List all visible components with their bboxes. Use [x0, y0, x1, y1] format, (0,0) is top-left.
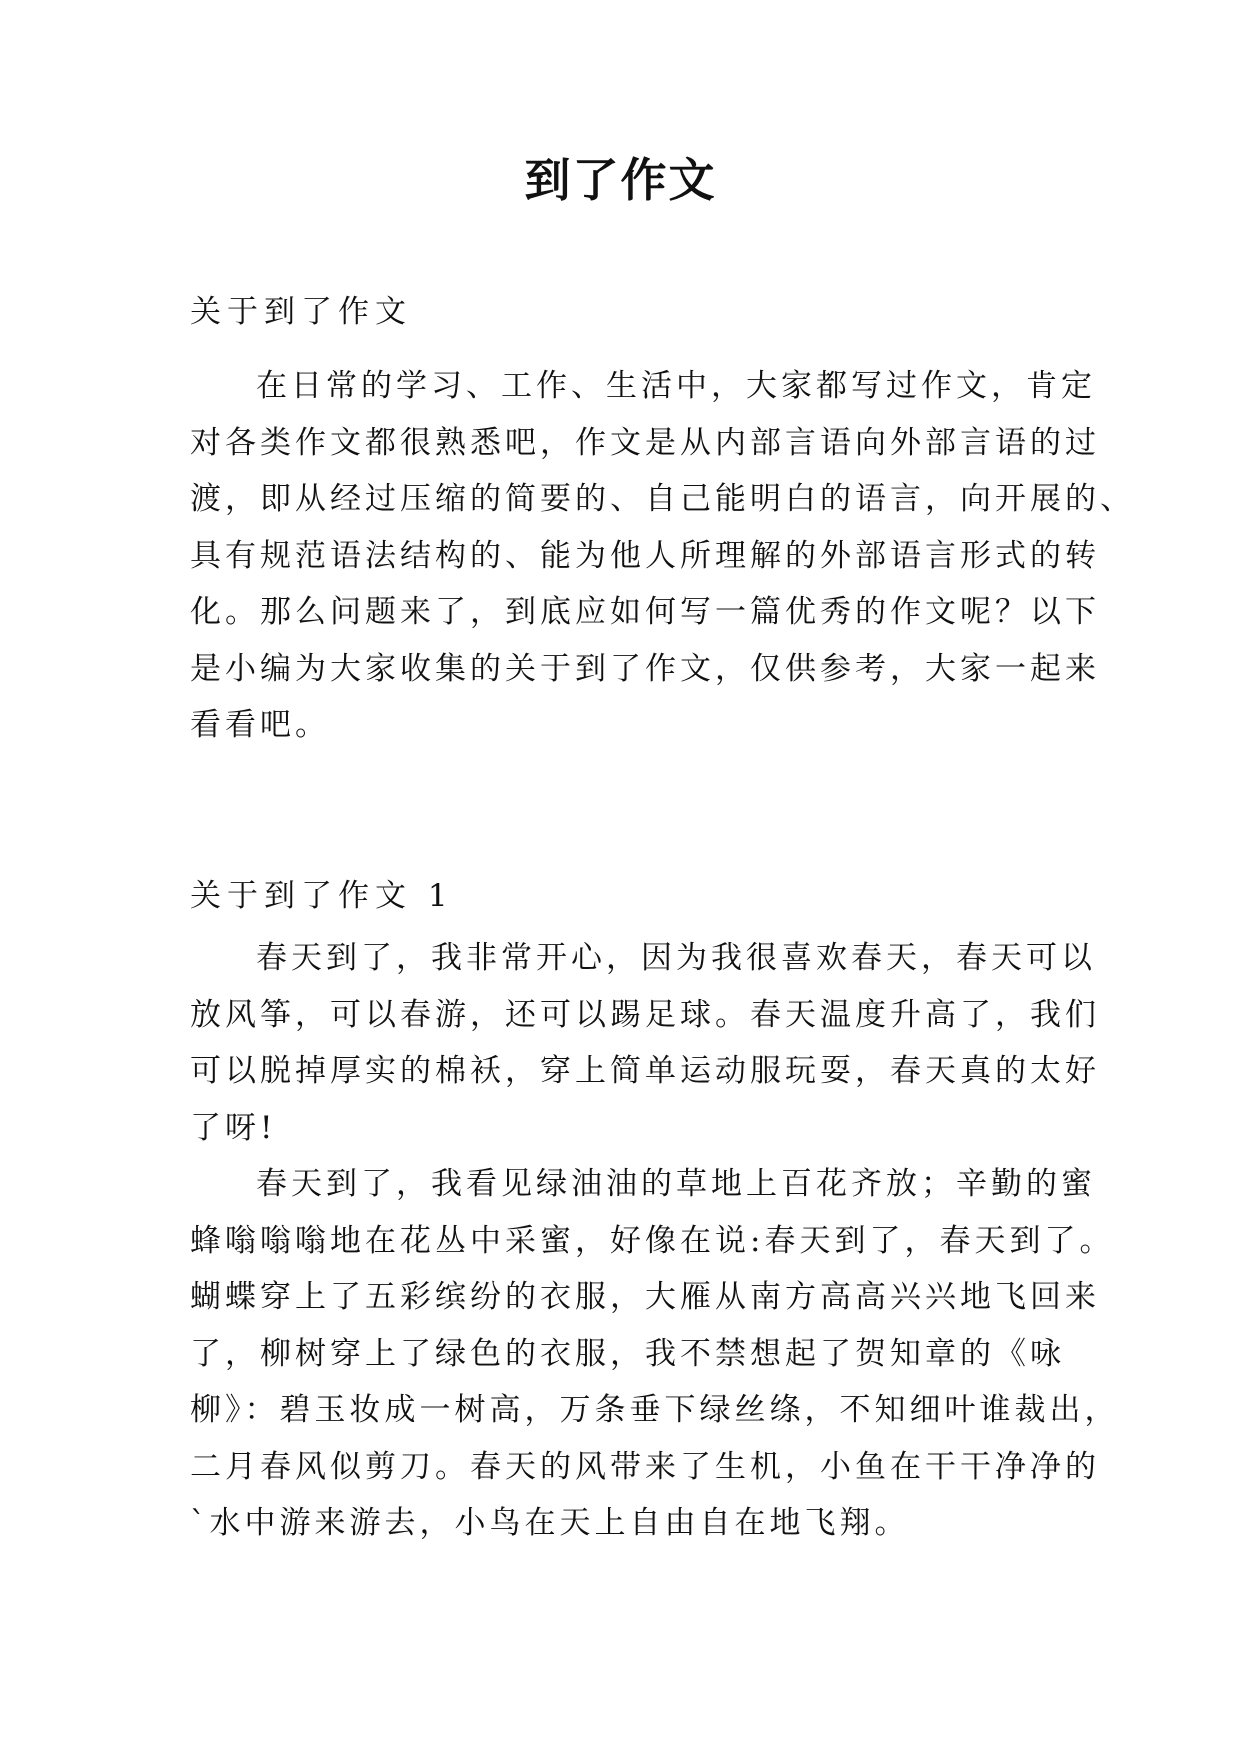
para1-line: 放风筝，可以春游，还可以踢足球。春天温度升高了，我们 — [190, 996, 1100, 1033]
para2-line: 柳》：碧玉妆成一树高，万条垂下绿丝绦，不知细叶谁裁出， — [190, 1392, 1120, 1428]
body-paragraph-2 — [190, 1156, 1120, 1552]
para1-line: 春天到了，我非常开心，因为我很喜欢春天，春天可以 — [256, 940, 1096, 976]
para1-line: 可以脱掉厚实的棉袄，穿上简单运动服玩耍，春天真的太好 — [190, 1053, 1100, 1089]
intro-line: 化。那么问题来了，到底应如何写一篇优秀的作文呢？以下 — [190, 594, 1100, 630]
intro-line: 对各类作文都很熟悉吧，作文是从内部言语向外部言语的过 — [190, 424, 1100, 461]
document-title: 到了作文 — [524, 153, 717, 207]
intro-paragraph — [190, 358, 1135, 754]
para2-line: 了，柳树穿上了绿色的衣服，我不禁想起了贺知章的《咏 — [190, 1335, 1065, 1372]
para2-line: 二月春风似剪刀。春天的风带来了生机，小鱼在干干净净的 — [190, 1448, 1100, 1485]
para1-line: 了呀! — [190, 1109, 277, 1146]
intro-line: 在日常的学习、工作、生活中，大家都写过作文，肯定 — [256, 368, 1096, 404]
para2-line: `水中游来游去，小鸟在天上自由自在地飞翔。 — [190, 1505, 910, 1541]
intro-line: 渡，即从经过压缩的简要的、自己能明白的语言，向开展的、 — [190, 481, 1135, 517]
intro-line: 看看吧。 — [190, 707, 330, 743]
para2-line: 春天到了，我看见绿油油的草地上百花齐放；辛勤的蜜 — [256, 1166, 1096, 1202]
para2-line: 蜂嗡嗡嗡地在花丛中采蜜，好像在说:春天到了，春天到了。 — [190, 1222, 1115, 1259]
intro-line: 是小编为大家收集的关于到了作文，仅供参考，大家一起来 — [190, 650, 1100, 687]
section-heading: 关于到了作文 1 — [190, 878, 454, 914]
document-subtitle: 关于到了作文 — [190, 294, 412, 330]
intro-line: 具有规范语法结构的、能为他人所理解的外部语言形式的转 — [190, 537, 1100, 574]
body-paragraph-1 — [190, 930, 1100, 1156]
para2-line: 蝴蝶穿上了五彩缤纷的衣服，大雁从南方高高兴兴地飞回来 — [190, 1279, 1100, 1315]
